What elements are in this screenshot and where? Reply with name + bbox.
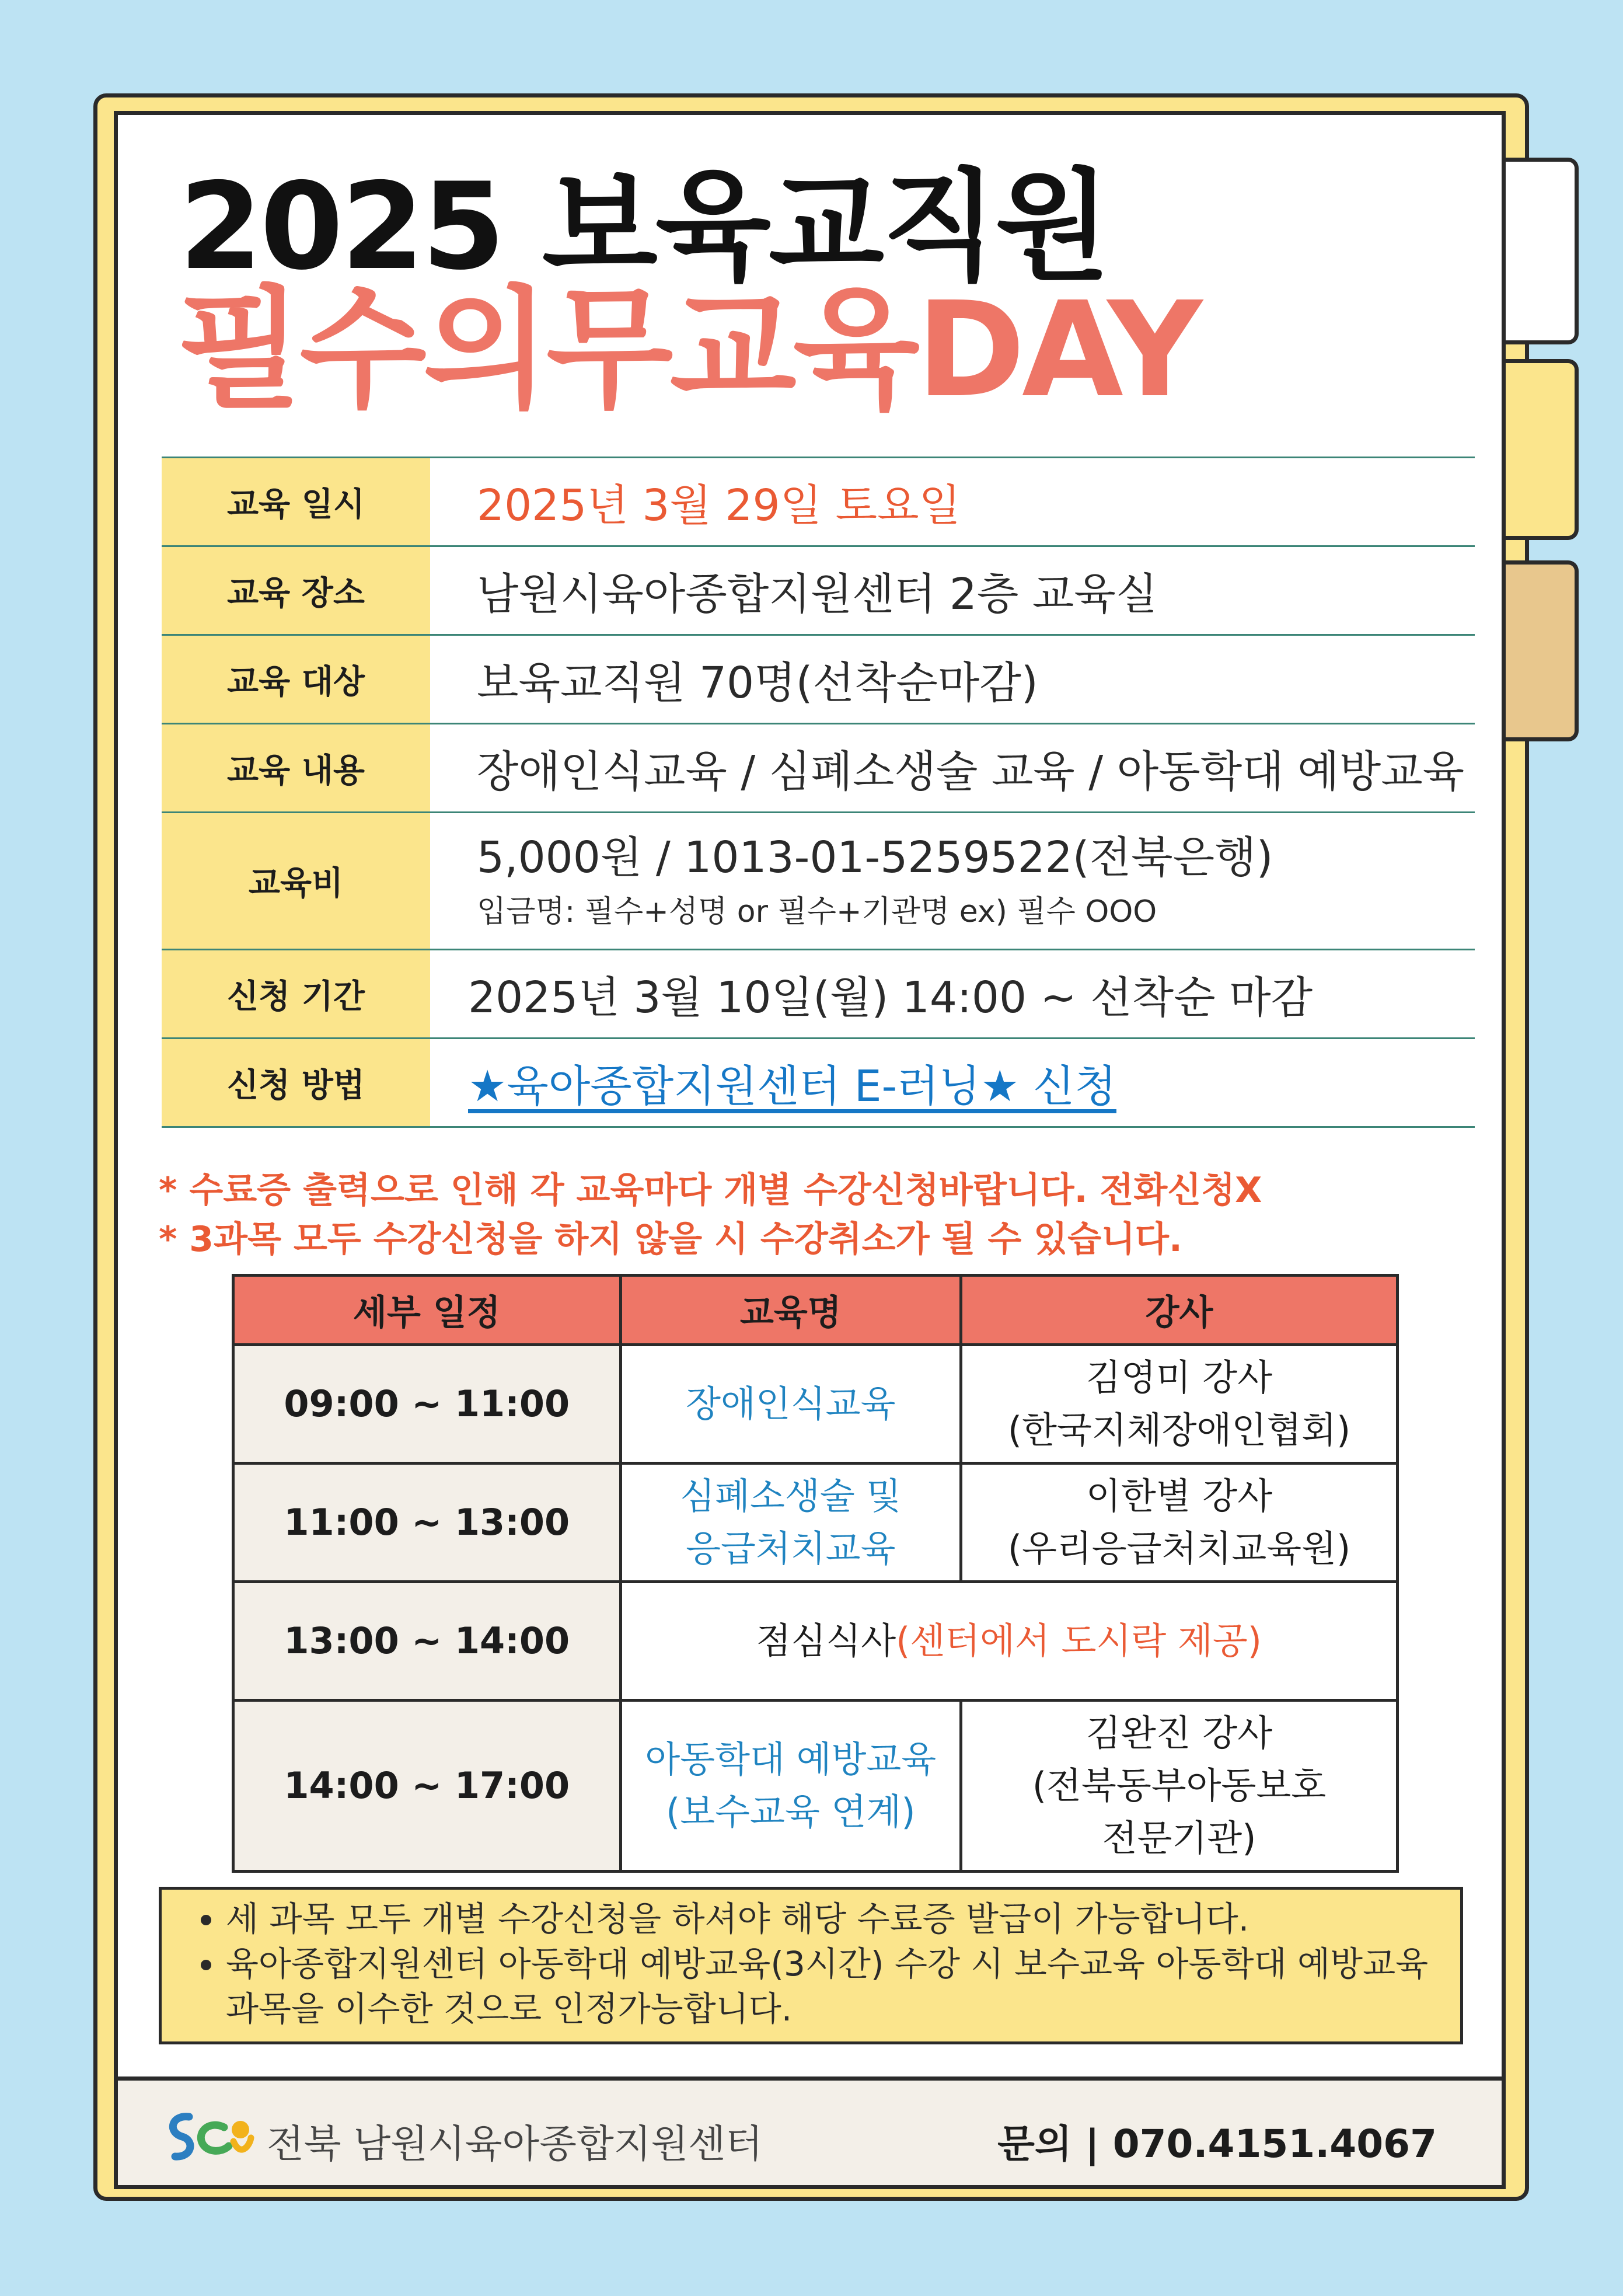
schedule-row-lunch: [233, 1582, 1398, 1701]
notice-box: [159, 1887, 1463, 2044]
title-main: 필수의무교육DAY: [176, 274, 1199, 427]
course-line: (보수교육 연계): [666, 1790, 916, 1833]
teacher-org: (우리응급처치교육원): [1007, 1527, 1351, 1570]
teacher-org: (한국지체장애인협회): [1007, 1409, 1351, 1451]
info-row-period: [162, 950, 1475, 1039]
schedule-teacher: [961, 1701, 1398, 1872]
schedule-teacher: [961, 1464, 1398, 1582]
teacher-name: 김영미 강사: [1086, 1356, 1273, 1399]
notice-item: • 육아종합지원센터 아동학대 예방교육(3시간) 수강 시 보수교육 아동학대 예방교육 과목을 이수한 것으로 인정가능합니다.: [226, 1942, 1443, 2032]
notice-item: • 세 과목 모두 개별 수강신청을 하셔야 해당 수료증 발급이 가능합니다.: [226, 1897, 1443, 1942]
teacher-name: 이한별 강사: [1086, 1475, 1273, 1518]
info-value-period: 2025년 3월 10일(월) 14:00 ~ 선착순 마감: [430, 950, 1475, 1039]
header-course: 교육명: [620, 1276, 961, 1345]
course-line: 아동학대 예방교육: [645, 1738, 937, 1781]
info-value-target: 보육교직원 70명(선착순마감): [430, 635, 1475, 724]
schedule-course: 장애인식교육: [620, 1345, 961, 1464]
lunch-note: (센터에서 도시락 제공): [896, 1619, 1262, 1663]
folder-tab-tan: [1503, 560, 1579, 741]
info-row-date: [162, 458, 1475, 546]
info-value-place: 남원시육아종합지원센터 2층 교육실: [430, 546, 1475, 635]
info-row-fee: [162, 813, 1475, 950]
schedule-teacher: [961, 1345, 1398, 1464]
title-year: 2025 보육교직원: [179, 158, 1109, 297]
info-label: 신청 방법: [162, 1039, 430, 1127]
schedule-row: [233, 1464, 1398, 1582]
info-value-date: 2025년 3월 29일 토요일: [430, 458, 1475, 546]
teacher-org: (전북동부아동보호: [1032, 1764, 1327, 1807]
info-row-method: [162, 1039, 1475, 1127]
info-row-target: [162, 635, 1475, 724]
folder-tab-yellow: [1503, 359, 1579, 540]
info-label: 교육 내용: [162, 724, 430, 813]
schedule-lunch: [620, 1582, 1397, 1701]
info-value-fee: [430, 813, 1475, 950]
elearning-signup-link[interactable]: ★육아종합지원센터 E-러닝★ 신청: [430, 1039, 1475, 1127]
info-table: [162, 457, 1475, 1128]
info-label: 교육 일시: [162, 458, 430, 546]
schedule-time: 09:00 ~ 11:00: [233, 1345, 621, 1464]
teacher-name: 김완진 강사: [1086, 1712, 1273, 1755]
folder-tab-white: [1503, 158, 1579, 344]
header-teacher: 강사: [961, 1276, 1398, 1345]
lunch-label: 점심식사: [756, 1619, 896, 1663]
info-value-content: 장애인식교육 / 심폐소생술 교육 / 아동학대 예방교육: [430, 724, 1475, 813]
course-line: 응급처치교육: [686, 1527, 896, 1570]
course-line: 심폐소생술 및: [680, 1475, 902, 1518]
info-row-place: [162, 546, 1475, 635]
info-label: 교육 장소: [162, 546, 430, 635]
note-certificate: * 수료증 출력으로 인해 각 교육마다 개별 수강신청바랍니다. 전화신청X: [159, 1170, 1262, 1211]
notes: [159, 1166, 1262, 1264]
fee-account: 5,000원 / 1013-01-5259522(전북은행): [477, 832, 1273, 883]
note-cancel: * 3과목 모두 수강신청을 하지 않을 시 수강취소가 될 수 있습니다.: [159, 1219, 1182, 1260]
teacher-org: 전문기관): [1102, 1816, 1256, 1859]
schedule-table: [232, 1274, 1399, 1873]
org-name: 전북 남원시육아종합지원센터: [267, 2121, 763, 2166]
poster-paper: [114, 111, 1506, 2189]
schedule-time: 14:00 ~ 17:00: [233, 1701, 621, 1872]
schedule-time: 11:00 ~ 13:00: [233, 1464, 621, 1582]
schedule-row: [233, 1701, 1398, 1872]
schedule-course: [620, 1464, 961, 1582]
footer: [118, 2076, 1506, 2189]
header-time: 세부 일정: [233, 1276, 621, 1345]
schedule-header: [233, 1276, 1398, 1345]
info-row-content: [162, 724, 1475, 813]
schedule-course: [620, 1701, 961, 1872]
fee-deposit-note: 입금명: 필수+성명 or 필수+기관명 ex) 필수 OOO: [477, 894, 1157, 929]
schedule-row: [233, 1345, 1398, 1464]
info-label: 신청 기간: [162, 950, 430, 1039]
info-label: 교육 대상: [162, 635, 430, 724]
scc-logo-icon: [159, 2104, 258, 2168]
contact-phone[interactable]: 문의 | 070.4151.4067: [997, 2121, 1437, 2166]
schedule-time: 13:00 ~ 14:00: [233, 1582, 621, 1701]
info-label: 교육비: [162, 813, 430, 950]
